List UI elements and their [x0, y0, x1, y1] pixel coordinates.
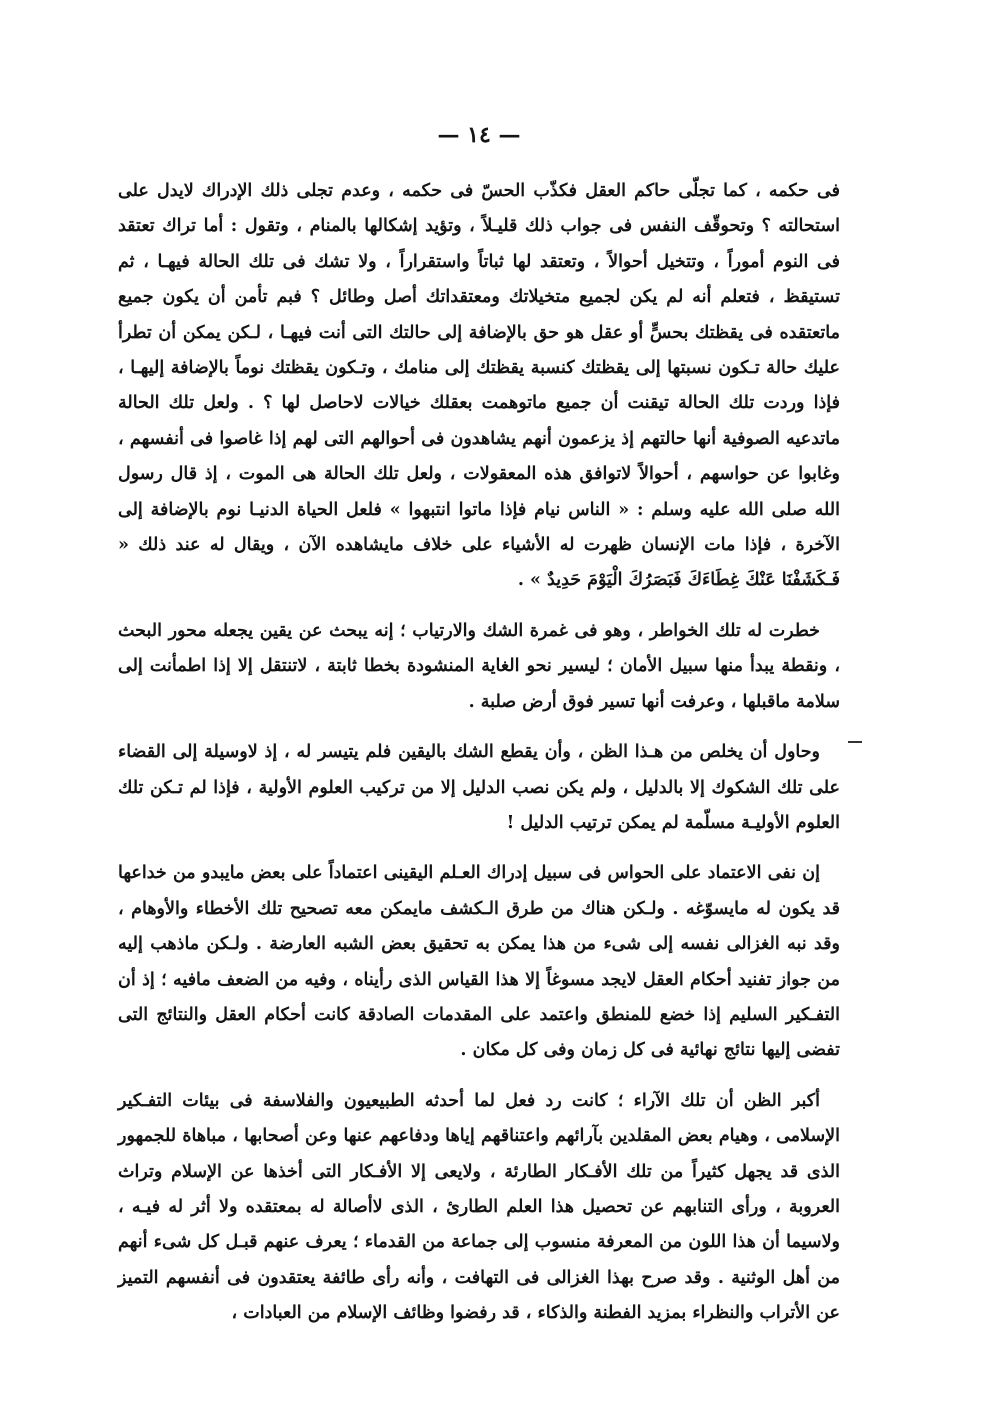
page-number: — ١٤ —: [437, 122, 521, 148]
paragraph-1: فى حكمه ، كما تجلّى حاكم العقل فكذّب الحسّ فى حكمه ، وعدم تجلى ذلك الإدراك لايدل على استحالته ؟ وتحوقّف النفس فى جواب ذلك قليـلاً ، وتؤيد إشكالها بالمنام ، وتقول : أما تراك تعتقد فى النوم أموراً ، وتتخيل أحوالاً ، وتعتقد لها ثباتاً واستقراراً ، ولا تشك فى تلك الحالة فيهـا ، ثم تستيقظ ، فتعلم أنه لم يكن لجميع متخيلاتك ومعتقداتك أصل وطائل ؟ فبم تأمن أن يكون جميع ماتعتقده فى يقظتك بحسٍّ أو عقل هو حق بالإضافة إلى حالتك التى أنت فيهـا ، لـكن يمكن أن تطرأ عليك حالة تـكون نسبتها إلى يقظتك كنسبة يقظتك إلى منامك ، وتـكون يقظتك نوماً بالإضافة إليهـا ، فإذا وردت تلك الحالة تيقنت أن جميع ماتوهمت بعقلك خيالات لاحاصل لها ؟ . ولعل تلك الحالة ماتدعيه الصوفية أنها حالتهم إذ يزعمون أنهم يشاهدون فى أحوالهم التى لهم إذا غاصوا فى أنفسهم ، وغابوا عن حواسهم ، أحوالاً لاتوافق هذه المعقولات ، ولعل تلك الحالة هى الموت ، إذ قال رسول الله صلى الله عليه وسلم : « الناس نيام فإذا ماتوا انتبهوا » فلعل الحياة الدنيـا نوم بالإضافة إلى الآخرة ، فإذا مات الإنسان ظهرت له الأشياء على خلاف مايشاهده الآن ، ويقال له عند ذلك « فَـكَشَفْنَا عَنْكَ غِطَاءَكَ فَبَصَرُكَ الْيَوْمَ حَدِيدٌ » .: [118, 181, 840, 591]
paragraph-5: أكبر الظن أن تلك الآراء ؛ كانت رد فعل لما أحدثه الطبيعيون والفلاسفة فى بيئات التفـكير الإسلامى ، وهيام بعض المقلدين بآرائهم واعتناقهم إياها ودفاعهم عنها وعن أصحابها ، مباهاة للجمهور الذى قد يجهل كثيراً من تلك الأفـكار الطارئة ، ولايعى إلا الأفـكار التى أخذها عن الإسلام وتراث العروبة ، ورأى التنابهم عن تحصيل هذا العلم الطارئ ، الذى لاأصالة له بمعتقده ولا أثر له فيـه ، ولاسيما أن هذا اللون من المعرفة منسوب إلى جماعة من القدماء ؛ يعرف عنهم قبـل كل شىء أنهم من أهل الوثنية . وقد صرح بهذا الغزالى فى التهافت ، وأنه رأى طائفة يعتقدون فى أنفسهم التميز عن الأتراب والنظراء بمزيد الفطنة والذكاء ، قد رفضوا وظائف الإسلام من العبادات ،: [118, 1090, 840, 1324]
paragraph-4: إن نفى الاعتماد على الحواس فى سبيل إدراك العـلم اليقينى اعتماداً على بعض مايبدو من خداعها قد يكون له مايسوّغه . ولـكن هناك من طرق الـكشف مايمكن معه تصحيح تلك الأخطاء والأوهام ، وقد نبه الغزالى نفسه إلى شىء من هذا يمكن به تحقيق بعض الشبه العارضة . ولـكن ماذهب إليه من جواز تفنيد أحكام العقل لايجد مسوغاً إلا هذا القياس الذى رأيناه ، وفيه من الضعف مافيه ؛ إذ أن التفـكير السليم إذا خضع للمنطق واعتمد على المقدمات الصادقة كانت أحكام العقل والنتائج التى تفضى إليها نتائج نهائية فى كل زمان وفى كل مكان .: [118, 863, 840, 1061]
book-page: [118, 120, 840, 1324]
margin-mark: [848, 741, 862, 743]
paragraph-2: خطرت له تلك الخواطر ، وهو فى غمرة الشك والارتياب ؛ إنه يبحث عن يقين يجعله محور البحث ، ونقطة يبدأ منها سبيل الأمان ؛ ليسير نحو الغاية المنشودة بخطا ثابتة ، لاتنتقل إلا إذا اطمأنت إلى سلامة ماقبلها ، وعرفت أنها تسير فوق أرض صلبة .: [118, 620, 840, 712]
paragraph-3: وحاول أن يخلص من هـذا الظن ، وأن يقطع الشك باليقين فلم يتيسر له ، إذ لاوسيلة إلى القضاء على تلك الشكوك إلا بالدليل ، ولم يكن نصب الدليل إلا من تركيب العلوم الأولية ، فإذا لم تـكن تلك العلوم الأوليـة مسلّمة لم يمكن ترتيب الدليل !: [118, 742, 840, 833]
